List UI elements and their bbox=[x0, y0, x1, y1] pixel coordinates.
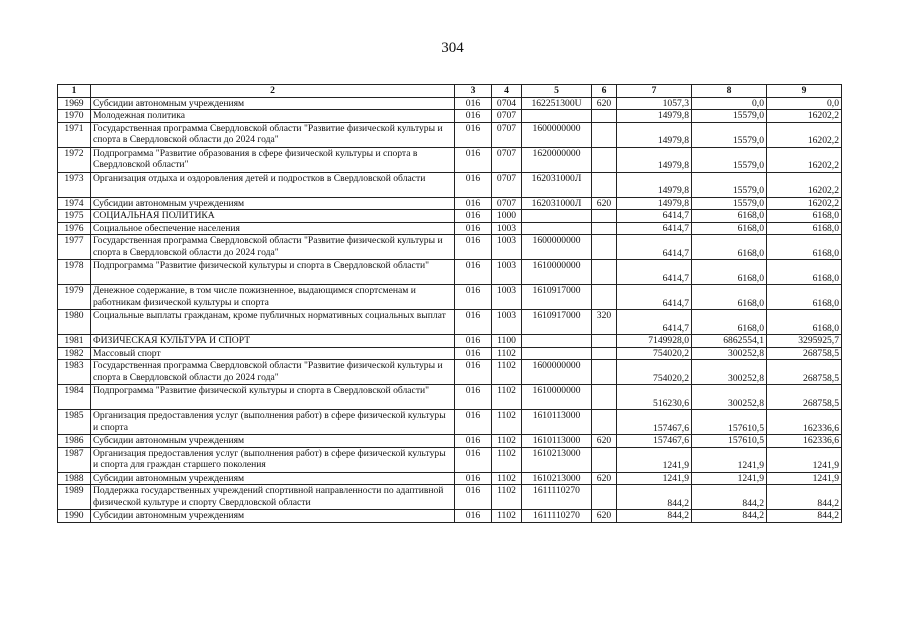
expense-type-cell: 620 bbox=[592, 197, 617, 210]
expense-type-cell bbox=[592, 210, 617, 223]
row-name-cell: Субсидии автономным учреждениям bbox=[91, 472, 455, 485]
expense-type-cell: 620 bbox=[592, 435, 617, 448]
row-name-cell: Государственная программа Свердловской области "Развитие физической культуры и спорта в Свердловской области до 2024 года" bbox=[91, 360, 455, 385]
ministry-code-cell: 016 bbox=[455, 347, 492, 360]
table-row bbox=[58, 360, 842, 385]
amount-col7-cell: 1241,9 bbox=[617, 472, 692, 485]
row-name-cell: Организация отдыха и оздоровления детей и подростков в Свердловской области bbox=[91, 172, 455, 197]
table-row bbox=[58, 485, 842, 510]
amount-col8-cell: 1241,9 bbox=[692, 447, 767, 472]
amount-col9-cell: 6168,0 bbox=[767, 235, 842, 260]
row-number-cell: 1985 bbox=[58, 410, 91, 435]
amount-col8-cell: 157610,5 bbox=[692, 410, 767, 435]
amount-col8-cell: 6168,0 bbox=[692, 222, 767, 235]
table-row bbox=[58, 347, 842, 360]
amount-col7-cell: 1057,3 bbox=[617, 97, 692, 110]
amount-col8-cell: 6168,0 bbox=[692, 260, 767, 285]
table-row bbox=[58, 210, 842, 223]
ministry-code-cell: 016 bbox=[455, 510, 492, 523]
row-number-cell: 1988 bbox=[58, 472, 91, 485]
ministry-code-cell: 016 bbox=[455, 285, 492, 310]
row-name-cell: Субсидии автономным учреждениям bbox=[91, 97, 455, 110]
section-code-cell: 1102 bbox=[492, 347, 522, 360]
table-row bbox=[58, 260, 842, 285]
amount-col9-cell: 16202,2 bbox=[767, 122, 842, 147]
ministry-code-cell: 016 bbox=[455, 222, 492, 235]
target-item-cell: 1610917000 bbox=[522, 310, 592, 335]
section-code-cell: 1102 bbox=[492, 435, 522, 448]
expense-type-cell bbox=[592, 222, 617, 235]
target-item-cell bbox=[522, 110, 592, 123]
target-item-cell: 1610113000 bbox=[522, 410, 592, 435]
row-number-cell: 1986 bbox=[58, 435, 91, 448]
expense-type-cell: 620 bbox=[592, 97, 617, 110]
ministry-code-cell: 016 bbox=[455, 485, 492, 510]
ministry-code-cell: 016 bbox=[455, 335, 492, 348]
expense-type-cell bbox=[592, 385, 617, 410]
amount-col7-cell: 14979,8 bbox=[617, 197, 692, 210]
section-code-cell: 1102 bbox=[492, 447, 522, 472]
amount-col7-cell: 14979,8 bbox=[617, 172, 692, 197]
amount-col8-cell: 6168,0 bbox=[692, 235, 767, 260]
section-code-cell: 1102 bbox=[492, 485, 522, 510]
target-item-cell: 1610113000 bbox=[522, 435, 592, 448]
amount-col8-cell: 300252,8 bbox=[692, 385, 767, 410]
row-name-cell: Государственная программа Свердловской области "Развитие физической культуры и спорта в Свердловской области до 2024 года" bbox=[91, 235, 455, 260]
ministry-code-cell: 016 bbox=[455, 97, 492, 110]
table-row bbox=[58, 447, 842, 472]
row-name-cell: Молодежная политика bbox=[91, 110, 455, 123]
row-number-cell: 1989 bbox=[58, 485, 91, 510]
amount-col9-cell: 16202,2 bbox=[767, 172, 842, 197]
row-name-cell: Организация предоставления услуг (выполнения работ) в сфере физической культуры и спорта для граждан старшего поколения bbox=[91, 447, 455, 472]
section-code-cell: 1100 bbox=[492, 335, 522, 348]
amount-col7-cell: 14979,8 bbox=[617, 122, 692, 147]
amount-col7-cell: 14979,8 bbox=[617, 147, 692, 172]
row-name-cell: Поддержка государственных учреждений спортивной направленности по адаптивной физической культуре и спорту Свердловской области bbox=[91, 485, 455, 510]
amount-col7-cell: 157467,6 bbox=[617, 435, 692, 448]
amount-col9-cell: 6168,0 bbox=[767, 310, 842, 335]
expense-type-cell bbox=[592, 447, 617, 472]
table-body bbox=[58, 97, 842, 522]
row-number-cell: 1984 bbox=[58, 385, 91, 410]
amount-col9-cell: 268758,5 bbox=[767, 385, 842, 410]
amount-col7-cell: 6414,7 bbox=[617, 222, 692, 235]
target-item-cell: 1611110270 bbox=[522, 485, 592, 510]
amount-col7-cell: 6414,7 bbox=[617, 260, 692, 285]
target-item-cell bbox=[522, 210, 592, 223]
amount-col7-cell: 6414,7 bbox=[617, 235, 692, 260]
expense-type-cell bbox=[592, 260, 617, 285]
table-row bbox=[58, 310, 842, 335]
amount-col9-cell: 6168,0 bbox=[767, 285, 842, 310]
ministry-code-cell: 016 bbox=[455, 210, 492, 223]
ministry-code-cell: 016 bbox=[455, 447, 492, 472]
table-row bbox=[58, 472, 842, 485]
row-name-cell: Субсидии автономным учреждениям bbox=[91, 197, 455, 210]
amount-col7-cell: 844,2 bbox=[617, 485, 692, 510]
amount-col9-cell: 268758,5 bbox=[767, 360, 842, 385]
table-row bbox=[58, 197, 842, 210]
expense-type-cell bbox=[592, 485, 617, 510]
table-row bbox=[58, 147, 842, 172]
section-code-cell: 1003 bbox=[492, 222, 522, 235]
amount-col7-cell: 6414,7 bbox=[617, 210, 692, 223]
section-code-cell: 0707 bbox=[492, 172, 522, 197]
row-number-cell: 1981 bbox=[58, 335, 91, 348]
expense-type-cell bbox=[592, 172, 617, 197]
row-name-cell: Денежное содержание, в том числе пожизненное, выдающимся спортсменам и работникам физической культуры и спорта bbox=[91, 285, 455, 310]
row-name-cell: Государственная программа Свердловской области "Развитие физической культуры и спорта в Свердловской области до 2024 года" bbox=[91, 122, 455, 147]
amount-col8-cell: 15579,0 bbox=[692, 110, 767, 123]
amount-col8-cell: 0,0 bbox=[692, 97, 767, 110]
column-header: 4 bbox=[492, 85, 522, 98]
page-number: 304 bbox=[441, 40, 464, 56]
table-row bbox=[58, 97, 842, 110]
expense-type-cell bbox=[592, 147, 617, 172]
amount-col9-cell: 6168,0 bbox=[767, 222, 842, 235]
column-header: 1 bbox=[58, 85, 91, 98]
column-header: 5 bbox=[522, 85, 592, 98]
column-header: 3 bbox=[455, 85, 492, 98]
row-name-cell: Подпрограмма "Развитие физической культуры и спорта в Свердловской области" bbox=[91, 260, 455, 285]
target-item-cell bbox=[522, 347, 592, 360]
ministry-code-cell: 016 bbox=[455, 472, 492, 485]
ministry-code-cell: 016 bbox=[455, 235, 492, 260]
expense-type-cell bbox=[592, 347, 617, 360]
target-item-cell: 162031000Л bbox=[522, 172, 592, 197]
expense-type-cell: 620 bbox=[592, 472, 617, 485]
ministry-code-cell: 016 bbox=[455, 360, 492, 385]
amount-col8-cell: 300252,8 bbox=[692, 360, 767, 385]
ministry-code-cell: 016 bbox=[455, 435, 492, 448]
ministry-code-cell: 016 bbox=[455, 122, 492, 147]
expense-type-cell bbox=[592, 335, 617, 348]
amount-col7-cell: 754020,2 bbox=[617, 347, 692, 360]
amount-col8-cell: 844,2 bbox=[692, 485, 767, 510]
target-item-cell: 1610917000 bbox=[522, 285, 592, 310]
expense-type-cell bbox=[592, 122, 617, 147]
table-row bbox=[58, 435, 842, 448]
target-item-cell: 1600000000 bbox=[522, 360, 592, 385]
ministry-code-cell: 016 bbox=[455, 410, 492, 435]
amount-col8-cell: 6168,0 bbox=[692, 310, 767, 335]
amount-col9-cell: 268758,5 bbox=[767, 347, 842, 360]
expense-type-cell: 320 bbox=[592, 310, 617, 335]
amount-col9-cell: 162336,6 bbox=[767, 410, 842, 435]
table-row bbox=[58, 122, 842, 147]
row-name-cell: Организация предоставления услуг (выполнения работ) в сфере физической культуры и спорта bbox=[91, 410, 455, 435]
amount-col9-cell: 3295925,7 bbox=[767, 335, 842, 348]
target-item-cell: 162251300U bbox=[522, 97, 592, 110]
amount-col8-cell: 300252,8 bbox=[692, 347, 767, 360]
row-number-cell: 1971 bbox=[58, 122, 91, 147]
table-row bbox=[58, 385, 842, 410]
amount-col7-cell: 6414,7 bbox=[617, 285, 692, 310]
amount-col7-cell: 157467,6 bbox=[617, 410, 692, 435]
section-code-cell: 1003 bbox=[492, 310, 522, 335]
amount-col7-cell: 516230,6 bbox=[617, 385, 692, 410]
row-number-cell: 1978 bbox=[58, 260, 91, 285]
amount-col8-cell: 15579,0 bbox=[692, 197, 767, 210]
target-item-cell bbox=[522, 335, 592, 348]
section-code-cell: 0707 bbox=[492, 122, 522, 147]
target-item-cell: 1610000000 bbox=[522, 385, 592, 410]
expense-type-cell bbox=[592, 360, 617, 385]
amount-col8-cell: 15579,0 bbox=[692, 122, 767, 147]
row-number-cell: 1974 bbox=[58, 197, 91, 210]
header-row bbox=[58, 85, 842, 98]
row-number-cell: 1969 bbox=[58, 97, 91, 110]
table-row bbox=[58, 235, 842, 260]
amount-col9-cell: 6168,0 bbox=[767, 210, 842, 223]
expense-type-cell bbox=[592, 410, 617, 435]
row-name-cell: Массовый спорт bbox=[91, 347, 455, 360]
section-code-cell: 1003 bbox=[492, 260, 522, 285]
target-item-cell: 1610000000 bbox=[522, 260, 592, 285]
amount-col8-cell: 6168,0 bbox=[692, 210, 767, 223]
target-item-cell bbox=[522, 222, 592, 235]
table-row bbox=[58, 510, 842, 523]
row-name-cell: ФИЗИЧЕСКАЯ КУЛЬТУРА И СПОРТ bbox=[91, 335, 455, 348]
amount-col8-cell: 15579,0 bbox=[692, 147, 767, 172]
amount-col9-cell: 1241,9 bbox=[767, 472, 842, 485]
row-name-cell: Подпрограмма "Развитие образования в сфере физической культуры и спорта в Свердловской области" bbox=[91, 147, 455, 172]
row-number-cell: 1977 bbox=[58, 235, 91, 260]
ministry-code-cell: 016 bbox=[455, 385, 492, 410]
amount-col7-cell: 1241,9 bbox=[617, 447, 692, 472]
row-number-cell: 1979 bbox=[58, 285, 91, 310]
table-row bbox=[58, 172, 842, 197]
amount-col9-cell: 0,0 bbox=[767, 97, 842, 110]
table-row bbox=[58, 110, 842, 123]
row-name-cell: Субсидии автономным учреждениям bbox=[91, 435, 455, 448]
row-number-cell: 1975 bbox=[58, 210, 91, 223]
target-item-cell: 1611110270 bbox=[522, 510, 592, 523]
amount-col7-cell: 844,2 bbox=[617, 510, 692, 523]
amount-col9-cell: 6168,0 bbox=[767, 260, 842, 285]
row-name-cell: Социальное обеспечение населения bbox=[91, 222, 455, 235]
row-number-cell: 1973 bbox=[58, 172, 91, 197]
section-code-cell: 1003 bbox=[492, 235, 522, 260]
amount-col8-cell: 844,2 bbox=[692, 510, 767, 523]
amount-col8-cell: 157610,5 bbox=[692, 435, 767, 448]
target-item-cell: 1600000000 bbox=[522, 122, 592, 147]
row-number-cell: 1982 bbox=[58, 347, 91, 360]
section-code-cell: 0707 bbox=[492, 110, 522, 123]
column-header: 8 bbox=[692, 85, 767, 98]
row-number-cell: 1972 bbox=[58, 147, 91, 172]
amount-col9-cell: 162336,6 bbox=[767, 435, 842, 448]
expense-type-cell: 620 bbox=[592, 510, 617, 523]
table-row bbox=[58, 335, 842, 348]
ministry-code-cell: 016 bbox=[455, 172, 492, 197]
row-number-cell: 1987 bbox=[58, 447, 91, 472]
row-number-cell: 1990 bbox=[58, 510, 91, 523]
column-header: 2 bbox=[91, 85, 455, 98]
target-item-cell: 1600000000 bbox=[522, 235, 592, 260]
amount-col7-cell: 754020,2 bbox=[617, 360, 692, 385]
amount-col9-cell: 16202,2 bbox=[767, 110, 842, 123]
table-row bbox=[58, 410, 842, 435]
amount-col9-cell: 16202,2 bbox=[767, 147, 842, 172]
row-name-cell: Социальные выплаты гражданам, кроме публичных нормативных социальных выплат bbox=[91, 310, 455, 335]
target-item-cell: 1610213000 bbox=[522, 447, 592, 472]
section-code-cell: 1102 bbox=[492, 360, 522, 385]
ministry-code-cell: 016 bbox=[455, 197, 492, 210]
amount-col8-cell: 6168,0 bbox=[692, 285, 767, 310]
column-header: 7 bbox=[617, 85, 692, 98]
column-header: 6 bbox=[592, 85, 617, 98]
section-code-cell: 0707 bbox=[492, 197, 522, 210]
amount-col9-cell: 844,2 bbox=[767, 510, 842, 523]
expense-type-cell bbox=[592, 110, 617, 123]
section-code-cell: 0704 bbox=[492, 97, 522, 110]
budget-table bbox=[57, 84, 842, 523]
amount-col7-cell: 6414,7 bbox=[617, 310, 692, 335]
amount-col9-cell: 1241,9 bbox=[767, 447, 842, 472]
expense-type-cell bbox=[592, 235, 617, 260]
amount-col7-cell: 14979,8 bbox=[617, 110, 692, 123]
expense-type-cell bbox=[592, 285, 617, 310]
section-code-cell: 1102 bbox=[492, 510, 522, 523]
target-item-cell: 1620000000 bbox=[522, 147, 592, 172]
amount-col8-cell: 15579,0 bbox=[692, 172, 767, 197]
column-header: 9 bbox=[767, 85, 842, 98]
ministry-code-cell: 016 bbox=[455, 260, 492, 285]
section-code-cell: 0707 bbox=[492, 147, 522, 172]
amount-col9-cell: 844,2 bbox=[767, 485, 842, 510]
row-number-cell: 1976 bbox=[58, 222, 91, 235]
amount-col8-cell: 1241,9 bbox=[692, 472, 767, 485]
section-code-cell: 1102 bbox=[492, 472, 522, 485]
ministry-code-cell: 016 bbox=[455, 110, 492, 123]
section-code-cell: 1102 bbox=[492, 385, 522, 410]
ministry-code-cell: 016 bbox=[455, 147, 492, 172]
section-code-cell: 1102 bbox=[492, 410, 522, 435]
amount-col7-cell: 7149928,0 bbox=[617, 335, 692, 348]
row-number-cell: 1980 bbox=[58, 310, 91, 335]
table-row bbox=[58, 285, 842, 310]
section-code-cell: 1000 bbox=[492, 210, 522, 223]
row-name-cell: СОЦИАЛЬНАЯ ПОЛИТИКА bbox=[91, 210, 455, 223]
row-number-cell: 1983 bbox=[58, 360, 91, 385]
target-item-cell: 1610213000 bbox=[522, 472, 592, 485]
amount-col9-cell: 16202,2 bbox=[767, 197, 842, 210]
row-name-cell: Подпрограмма "Развитие физической культуры и спорта в Свердловской области" bbox=[91, 385, 455, 410]
amount-col8-cell: 6862554,1 bbox=[692, 335, 767, 348]
section-code-cell: 1003 bbox=[492, 285, 522, 310]
row-name-cell: Субсидии автономным учреждениям bbox=[91, 510, 455, 523]
table-row bbox=[58, 222, 842, 235]
row-number-cell: 1970 bbox=[58, 110, 91, 123]
ministry-code-cell: 016 bbox=[455, 310, 492, 335]
target-item-cell: 162031000Л bbox=[522, 197, 592, 210]
